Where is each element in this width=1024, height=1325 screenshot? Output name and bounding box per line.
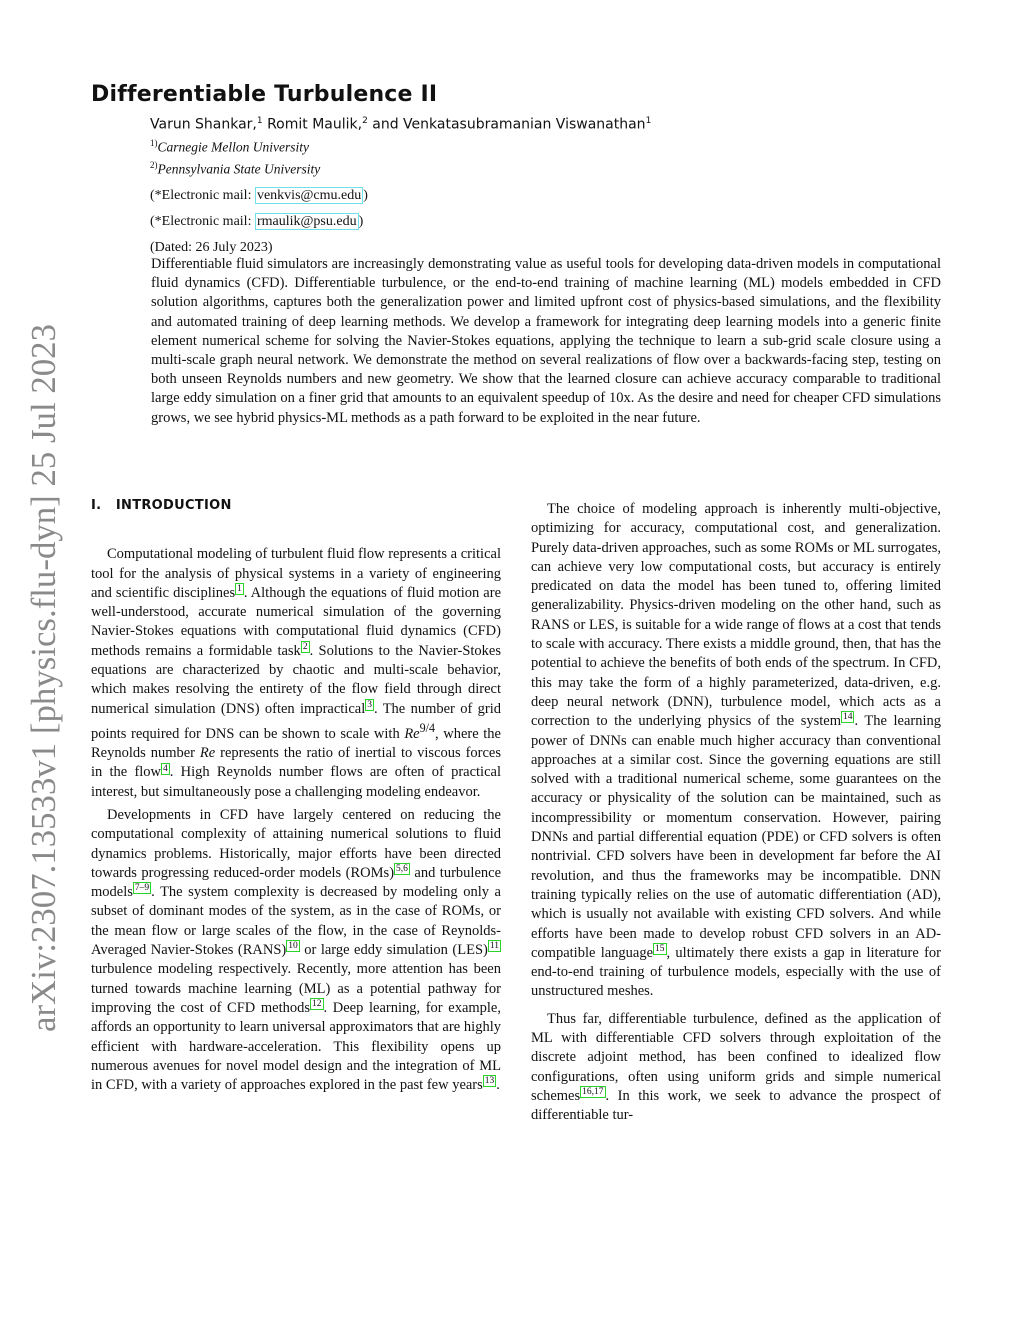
email-suffix: ) xyxy=(363,187,368,203)
citation-link[interactable]: 16,17 xyxy=(582,1087,604,1098)
arxiv-stamp-text: arXiv:2307.13533v1 [physics.flu-dyn] 25 Jul 2023 xyxy=(24,320,63,1032)
date-line: (Dated: 26 July 2023) xyxy=(150,239,273,255)
email-prefix: (*Electronic mail: xyxy=(150,187,255,203)
affiliation-mark: 1) xyxy=(150,137,158,148)
section-title: INTRODUCTION xyxy=(115,498,232,513)
citation-link[interactable]: 10 xyxy=(288,941,298,952)
paper-title: Differentiable Turbulence II xyxy=(91,82,438,107)
affiliation-mark: 2 xyxy=(362,116,368,126)
math-symbol: Re xyxy=(404,725,420,742)
paper-header xyxy=(91,80,951,257)
paragraph: Developments in CFD have largely centered on reducing the computational complexity of attaining numerical solutions to fluid dynamics problems. Historically, major efforts have been directed towards progressing reduced-order models (ROMs) $^{5,6}$ and turbulence models $^{7-9}$ . The system complexity is decreased by modeling only a subset of dominant modes of the system, as in the case of ROMs, or the mean flow or large scales of the flow, in the case of Reynolds-Averaged Navier-Stokes (RANS) $^{10}$ or large eddy simulation (LES) $^{11}$ turbulence modeling respectively. Recently, more attention has been turned towards machine learning (ML) as a potential pathway for improving the cost of CFD methods $^{12}$ . Deep learning, for example, affords an opportunity to learn universal approximators that are highly efficient with hardware-acceleration. This flexibility opens up numerous avenues for novel model design and the integration of ML in CFD, with a variety of approaches explored in the past few years $^{13}$ . xyxy=(91,806,501,1094)
affiliation xyxy=(150,156,951,179)
citation-link[interactable]: 15 xyxy=(655,944,665,954)
citation-link[interactable]: 13 xyxy=(484,1076,495,1087)
left-column xyxy=(91,496,501,1095)
arxiv-identifier-stamp xyxy=(22,320,64,1040)
email-line xyxy=(150,187,951,205)
email-link[interactable]: venkvis@cmu.edu xyxy=(256,187,362,203)
citation-link[interactable]: 2 xyxy=(302,641,308,652)
section-heading xyxy=(91,496,501,515)
section-number: I. xyxy=(91,498,102,513)
author-name: Varun Shankar, xyxy=(150,116,257,133)
email-link[interactable]: rmaulik@psu.edu xyxy=(256,213,357,229)
paragraph: Computational modeling of turbulent fluid flow represents a critical tool for the analysis of physical systems in a variety of engineering and scientific disciplines $^1$ . Although the equations of fluid motion are well-understood, accurate numerical simulation of the governing Navier-Stokes equations with computational fluid dynamics (CFD) methods remains a formidable task $^2$ . Solutions to the Navier-Stokes equations are characterized by chaotic and multi-scale behavior, which makes resolving the entirety of the flow field through direct numerical simulation (DNS) often impractical $^3$ . The number of grid points required for DNS can be shown to scale with $Re^{9/4}$, where the Reynolds number Re represents the ratio of inertial to viscous forces in the flow $^4$ . High Reynolds number flows are often of practical interest, but simultaneously pose a challenging modeling endeavor. xyxy=(91,546,501,800)
citation-link[interactable]: 12 xyxy=(312,999,322,1010)
paragraph: Thus far, differentiable turbulence, defined as the application of ML with differentiable CFD solvers through exploitation of the discrete adjoint method, has been confined to idealized flow configurations, often using uniform grids and simple numerical schemes $^{16,17}$ . In this work, we seek to advance the prospect of differentiable tur- xyxy=(531,1010,941,1124)
math-exponent: 9/4 xyxy=(419,720,436,735)
affiliation-name: Pennsylvania State University xyxy=(157,161,321,177)
author-name: Romit Maulik, xyxy=(267,116,363,133)
author-list xyxy=(150,112,951,134)
affiliation-mark: 1 xyxy=(256,116,263,126)
citation-link[interactable]: 3 xyxy=(367,699,372,710)
citation-link[interactable]: 1 xyxy=(237,584,242,595)
paragraph: The choice of modeling approach is inherently multi-objective, optimizing for accuracy, computational cost, and generalization. Purely data-driven approaches, such as some ROMs or ML surrogates, can achieve very low computational costs, but accuracy is entirely predicated on data the model has been tuned to, offering limited generalizability. Physics-driven modeling on the other hand, such as RANS or LES, is suitable for a wide range of flows at a cost that tends to scale with accuracy. There exists a middle ground, then, that has the potential to achieve the benefits of both ends of the spectrum. In CFD, this may take the form of a highly parameterized, data-driven, e.g. deep neural network (DNN), turbulence model, which acts as a correction to the underlying physics of the system $^{14}$ . The learning power of DNNs can enable much higher accuracy than conventional approaches at a similar cost. Since the governing equations are still solved with a traditional numerical scheme, some guarantees on the accuracy or physicality of the solution can be maintained, such as incompressibility or momentum conservation. However, pairing DNNs and partial differential equation (PDE) or CFD solvers is often nontrivial. CFD solvers have been in development far before the AI revolution, and thus the frameworks may be incompatible. DNN training typically relies on the use of automatic differentiation (AD), which is usually not available with existing CFD solvers. And while efforts have been made to develop robust CFD solvers in an AD-compatible language $^{15}$ , ultimately there exists a gap in literature for end-to-end training of turbulence models, especially with the use of unstructured meshes. xyxy=(531,501,941,1000)
math-symbol: Re xyxy=(199,745,216,762)
affiliation-name: Carnegie Mellon University xyxy=(157,139,309,155)
author-name: and Venkatasubramanian Viswanathan xyxy=(372,116,646,133)
citation-link[interactable]: 14 xyxy=(842,712,853,723)
citation-link[interactable]: 5,6 xyxy=(396,864,408,875)
email-suffix: ) xyxy=(358,213,364,229)
affiliation-mark: 2) xyxy=(150,160,158,171)
email-line xyxy=(150,213,951,231)
citation-link[interactable]: 7–9 xyxy=(134,883,150,894)
citation-link[interactable]: 4 xyxy=(163,763,168,774)
email-prefix: (*Electronic mail: xyxy=(150,213,255,229)
affiliation xyxy=(150,134,951,157)
right-column xyxy=(531,500,941,1126)
citation-link[interactable]: 11 xyxy=(489,941,500,952)
affiliation-mark: 1 xyxy=(645,116,652,126)
abstract: Differentiable fluid simulators are increasingly demonstrating value as useful tools for developing data-driven models in computational fluid dynamics (CFD). Differentiable turbulence, or the end-to-end training of machine learning (ML) models embedded in CFD solution algorithms, captures both the generalization power and limited upfront cost of physics-based simulations, and the flexibility and automated training of deep learning methods. We develop a framework for integrating deep learning models into a generic finite element numerical scheme for solving the Navier-Stokes equations, applying the technique to learn a sub-grid scale closure using a multi-scale graph neural network. We demonstrate the method on several realizations of flow over a backwards-facing step, testing on both unseen Reynolds numbers and new geometry. We show that the learned closure can achieve accuracy comparable to traditional large eddy simulation on a finer grid that amounts to an equivalent speedup of 10x. As the desire and need for cheaper CFD simulations grows, we see hybrid physics-ML methods as a path forward to be exploited in the near future. xyxy=(151,256,941,426)
